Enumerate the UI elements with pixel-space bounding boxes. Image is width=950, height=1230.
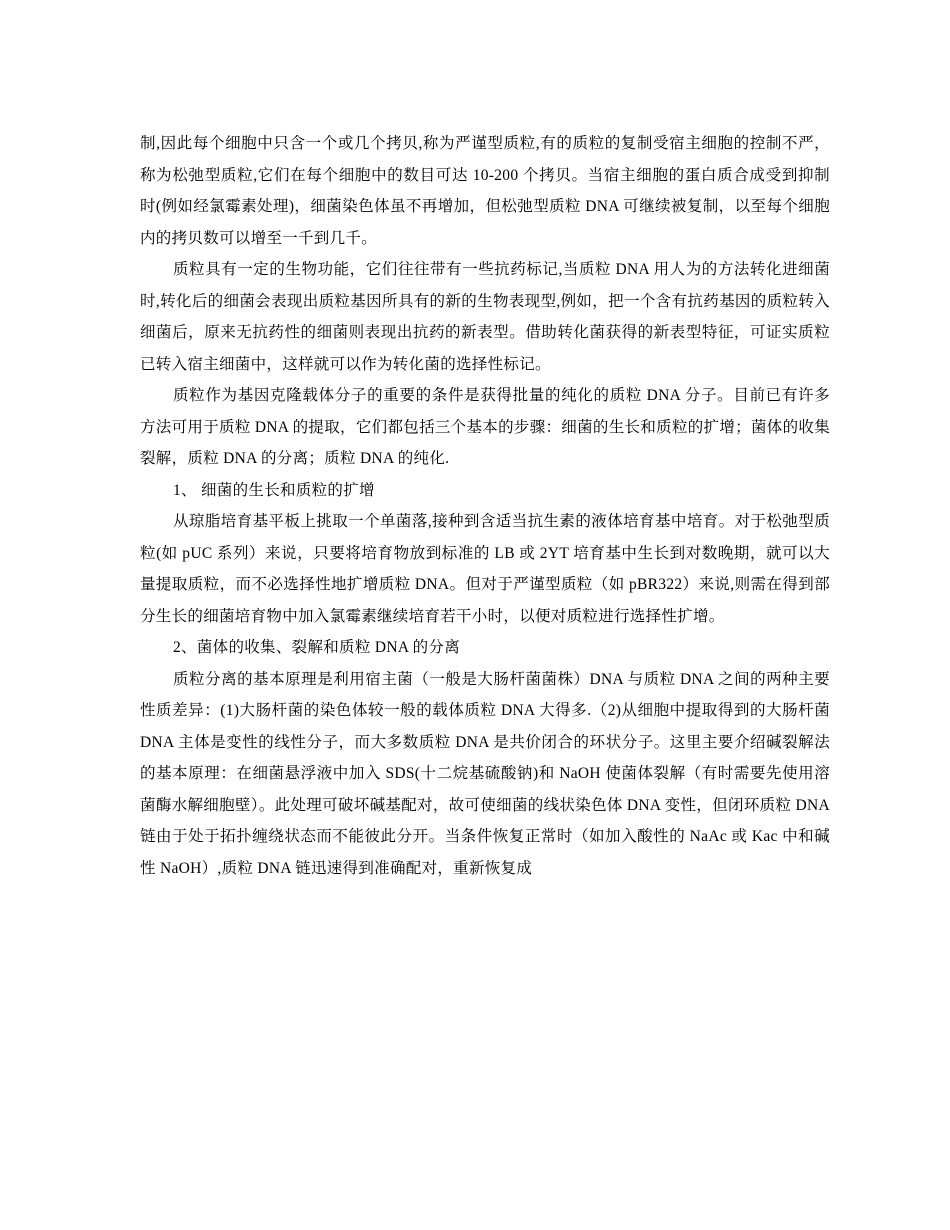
paragraph-plasmid-extraction: 质粒作为基因克隆载体分子的重要的条件是获得批量的纯化的质粒 DNA 分子。目前已有许多方法可用于质粒 DNA 的提取，它们都包括三个基本的步骤：细菌的生长和质粒的扩增；菌体的收集裂解，质粒 DNA 的分离；质粒 DNA 的纯化. — [140, 387, 830, 467]
section-heading-growth: 1、 细菌的生长和质粒的扩增 — [173, 481, 375, 499]
paragraph-plasmid-copy-number: 制,因此每个细胞中只含一个或几个拷贝,称为严谨型质粒,有的质粒的复制受宿主细胞的控制不严，称为松弛型质粒,它们在每个细胞中的数目可达 10-200 个拷贝。当宿主细胞的蛋白质合成受到抑制时(例如经氯霉素处理)，细菌染色体虽不再增加，但松弛型质粒 DNA 可继续被复制，以至每个细胞内的拷贝数可以增至一千到几千。 — [140, 135, 830, 247]
document-body — [140, 128, 830, 884]
paragraph-plasmid-function: 质粒具有一定的生物功能，它们往往带有一些抗药标记,当质粒 DNA 用人为的方法转化进细菌时,转化后的细菌会表现出质粒基因所具有的新的生物表现型,例如，把一个含有抗药基因的质粒转入细菌后，原来无抗药性的细菌则表现出抗药的新表型。借助转化菌获得的新表型特征，可证实质粒已转入宿主细菌中，这样就可以作为转化菌的选择性标记。 — [140, 261, 830, 373]
section-heading-lysis: 2、菌体的收集、裂解和质粒 DNA 的分离 — [173, 639, 461, 656]
paragraph-growth-amplification: 从琼脂培育基平板上挑取一个单菌落,接种到含适当抗生素的液体培育基中培育。对于松弛型质粒(如 pUC 系列）来说，只要将培育物放到标准的 LB 或 2YT 培育基中生长到对数晚期，就可以大量提取质粒，而不必选择性地扩增质粒 DNA。但对于严谨型质粒（如 pBR322）来说,则需在得到部分生长的细菌培育物中加入氯霉素继续培育若干小时，以便对质粒进行选择性扩增。 — [140, 513, 830, 625]
paragraph-lysis-principle: 质粒分离的基本原理是利用宿主菌（一般是大肠杆菌菌株）DNA 与质粒 DNA 之间的两种主要性质差异：(1)大肠杆菌的染色体较一般的载体质粒 DNA 大得多.（2)从细胞中提取得到的大肠杆菌 DNA 主体是变性的线性分子，而大多数质粒 DNA 是共价闭合的环状分子。这里主要介绍碱裂解法的基本原理：在细菌悬浮液中加入 SDS(十二烷基硫酸钠)和 NaOH 使菌体裂解（有时需要先使用溶菌酶水解细胞壁）。此处理可破坏碱基配对，故可使细菌的线状染色体 DNA 变性，但闭环质粒 DNA 链由于处于拓扑缠绕状态而不能彼此分开。当条件恢复正常时（如加入酸性的 NaAc 或 Kac 中和碱性 NaOH）,质粒 DNA 链迅速得到准确配对，重新恢复成 — [140, 670, 830, 877]
